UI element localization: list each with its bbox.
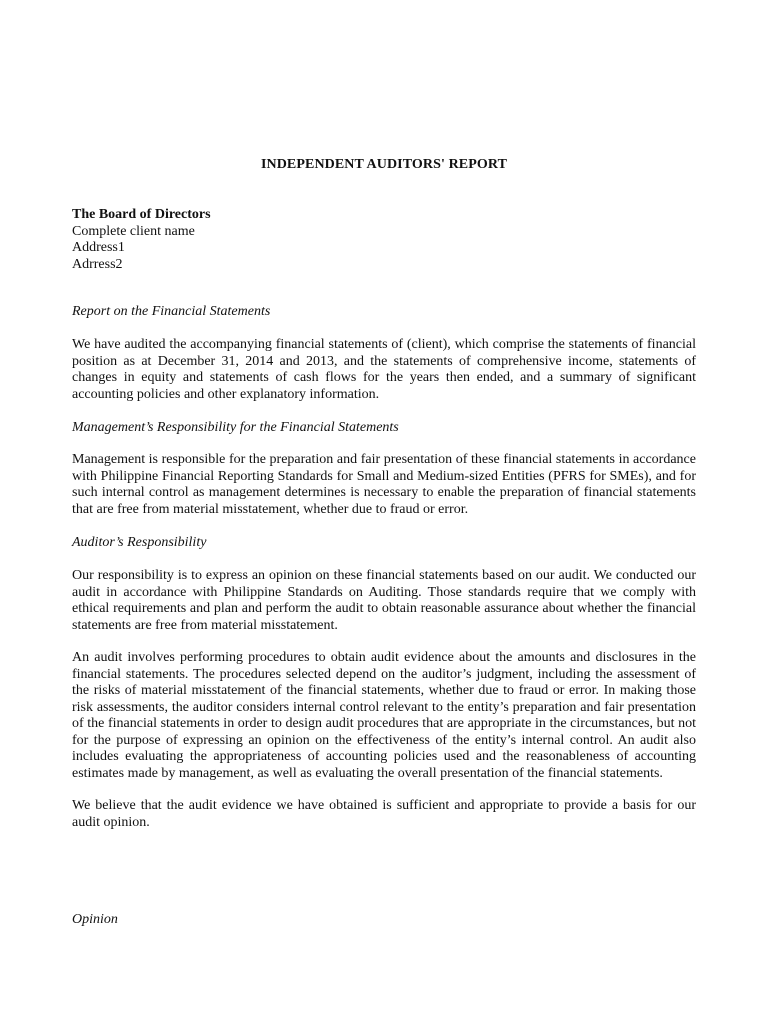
section-heading-auditor-responsibility: Auditor’s Responsibility	[72, 535, 207, 550]
section-heading-opinion: Opinion	[72, 912, 118, 927]
addressee-address2: Adrress2	[72, 256, 123, 272]
addressee-address1: Address1	[72, 240, 125, 255]
report-title: INDEPENDENT AUDITORS' REPORT	[260, 157, 508, 172]
paragraph-auditor-responsibility-3: We believe that the audit evidence we have obtained is sufficient and appropriate to provide a basis for our audit opinion.	[72, 798, 696, 830]
section-heading-management-responsibility: Management’s Responsibility for the Financial Statements	[72, 420, 399, 435]
paragraph-auditor-responsibility-2: An audit involves performing procedures to obtain audit evidence about the amounts and disclosures in the financial statements. The procedures selected depend on the auditor’s judgment, including the assessment of the risks of material misstatement of the financial statements, whether due to fraud or error. In making those risk assessments, the auditor considers internal control relevant to the entity’s preparation and fair presentation of the financial statements in order to design audit procedures that are appropriate in the circumstances, but not for the purpose of expressing an opinion on the effectiveness of the entity’s internal control. An audit also includes evaluating the appropriateness of accounting policies used and the reasonableness of accounting estimates made by management, as well as evaluating the overall presentation of the financial statements.	[72, 650, 696, 781]
addressee-block	[72, 207, 696, 273]
paragraph-financial-statements: We have audited the accompanying financial statements of (client), which comprise the statements of financial position as at December 31, 2014 and 2013, and the statements of comprehensive income, statements of changes in equity and statements of cash flows for the years then ended, and a summary of significant accounting policies and other explanatory information.	[72, 337, 696, 402]
paragraph-auditor-responsibility-1: Our responsibility is to express an opinion on these financial statements based on our audit. We conducted our audit in accordance with Philippine Standards on Auditing. Those standards require that we comply with ethical requirements and plan and perform the audit to obtain reasonable assurance about whether the financial statements are free from material misstatement.	[72, 568, 696, 633]
addressee-client-name: Complete client name	[72, 223, 195, 239]
paragraph-management-responsibility: Management is responsible for the preparation and fair presentation of these financial statements in accordance with Philippine Financial Reporting Standards for Small and Medium-sized Entities (PFRS for SMEs), and for such internal control as management determines is necessary to enable the preparation of financial statements that are free from material misstatement, whether due to fraud or error.	[72, 452, 696, 517]
addressee-board: The Board of Directors	[72, 207, 211, 222]
section-heading-financial-statements: Report on the Financial Statements	[72, 304, 271, 319]
